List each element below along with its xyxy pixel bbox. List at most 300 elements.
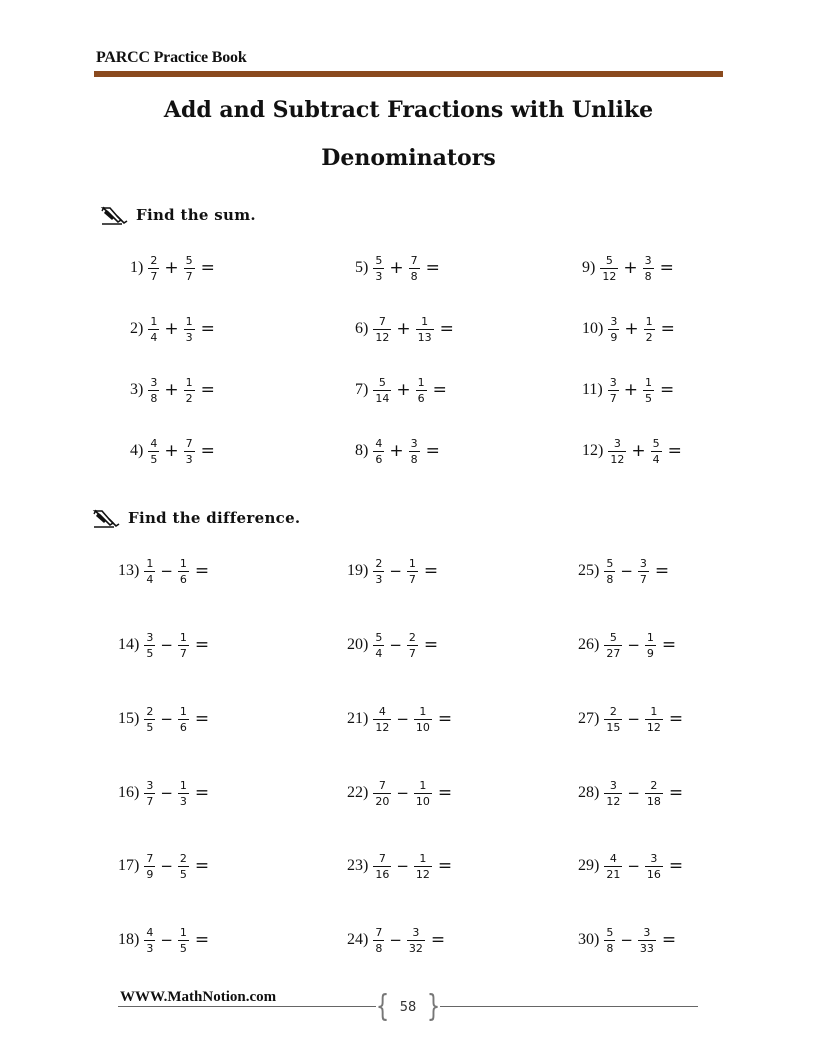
problem-number: 11) (582, 381, 603, 398)
fraction-bar (651, 451, 662, 452)
equals-sign: = (668, 856, 684, 876)
fraction-bar (178, 866, 189, 867)
equals-sign: = (425, 258, 440, 278)
fraction-bar (184, 329, 195, 330)
fraction-bar (148, 268, 159, 269)
denominator: 4 (375, 646, 383, 660)
denominator: 7 (408, 646, 416, 660)
equals-sign: = (439, 319, 454, 339)
fraction (604, 557, 615, 586)
fraction (604, 631, 622, 660)
problem-item (118, 551, 209, 591)
denominator: 5 (179, 867, 187, 881)
equals-sign: = (659, 380, 675, 400)
pencil-icon (92, 507, 120, 529)
fraction-bar (645, 866, 663, 867)
fraction (407, 631, 418, 660)
fraction-bar (608, 390, 619, 391)
problem-item (578, 699, 683, 739)
fraction-bar (409, 268, 420, 269)
problem-item (582, 370, 674, 410)
denominator: 10 (415, 794, 430, 808)
problem-number: 10) (582, 320, 604, 337)
equals-sign: = (430, 930, 446, 950)
equals-sign: = (660, 319, 675, 339)
minus-sign: − (389, 636, 402, 654)
problem-item (130, 431, 215, 471)
fraction (409, 254, 420, 283)
problem-number: 27) (578, 710, 600, 727)
numerator: 3 (410, 436, 418, 450)
numerator: 1 (179, 925, 187, 939)
fraction (407, 557, 418, 586)
fraction (608, 376, 619, 405)
problem-item (582, 248, 674, 288)
numerator: 1 (419, 704, 427, 718)
fraction (644, 315, 655, 344)
fraction (373, 557, 384, 586)
problem-number: 21) (347, 710, 369, 727)
problem-number: 4) (130, 442, 144, 459)
problem-item (578, 846, 683, 886)
denominator: 3 (179, 794, 187, 808)
fraction-bar (144, 793, 155, 794)
denominator: 6 (417, 391, 425, 405)
numerator: 3 (609, 375, 617, 389)
fraction (148, 315, 159, 344)
fraction-bar (144, 940, 155, 941)
plus-sign: + (164, 441, 179, 461)
fraction-bar (373, 719, 391, 720)
plus-sign: + (623, 258, 638, 278)
problem-item (355, 248, 440, 288)
numerator: 1 (646, 630, 654, 644)
numerator: 3 (650, 851, 658, 865)
numerator: 2 (408, 630, 416, 644)
denominator: 4 (146, 572, 154, 586)
fraction (416, 315, 434, 344)
denominator: 27 (606, 646, 621, 660)
numerator: 2 (650, 778, 658, 792)
plus-sign: + (389, 258, 404, 278)
fraction-bar (373, 329, 391, 330)
numerator: 2 (609, 704, 617, 718)
minus-sign: − (389, 931, 402, 949)
numerator: 4 (146, 925, 154, 939)
fraction (604, 926, 615, 955)
numerator: 3 (150, 375, 158, 389)
equals-sign: = (437, 709, 453, 729)
denominator: 7 (146, 794, 154, 808)
fraction (144, 779, 155, 808)
fraction-bar (178, 645, 189, 646)
equals-sign: = (437, 783, 453, 803)
fraction (184, 376, 195, 405)
numerator: 5 (375, 630, 383, 644)
plus-sign: + (164, 319, 179, 339)
denominator: 7 (408, 572, 416, 586)
problem-number: 20) (347, 636, 369, 653)
numerator: 5 (375, 253, 383, 267)
fraction (178, 557, 189, 586)
problem-item (578, 773, 683, 813)
denominator: 7 (185, 269, 193, 283)
denominator: 8 (410, 452, 418, 466)
fraction (608, 437, 626, 466)
fraction (148, 437, 159, 466)
fraction (373, 852, 391, 881)
problem-number: 24) (347, 931, 369, 948)
problem-number: 14) (118, 636, 140, 653)
fraction-bar (407, 645, 418, 646)
denominator: 8 (410, 269, 418, 283)
fraction-bar (178, 571, 189, 572)
fraction-bar (645, 719, 663, 720)
denominator: 8 (606, 572, 614, 586)
problem-number: 17) (118, 857, 140, 874)
fraction (144, 557, 155, 586)
fraction (409, 437, 420, 466)
fraction (373, 926, 384, 955)
denominator: 12 (606, 794, 621, 808)
fraction-bar (608, 451, 626, 452)
problem-item (578, 551, 669, 591)
numerator: 7 (375, 925, 383, 939)
problem-item (118, 773, 209, 813)
equals-sign: = (425, 441, 440, 461)
fraction-bar (604, 940, 615, 941)
denominator: 3 (146, 941, 154, 955)
minus-sign: − (160, 931, 173, 949)
plus-sign: + (389, 441, 404, 461)
equals-sign: = (432, 380, 447, 400)
minus-sign: − (627, 710, 640, 728)
problem-number: 12) (582, 442, 604, 459)
problem-item (130, 309, 215, 349)
fraction-bar (416, 390, 427, 391)
minus-sign: − (396, 857, 409, 875)
denominator: 9 (610, 330, 618, 344)
fraction (643, 254, 654, 283)
fraction (178, 779, 189, 808)
fraction-bar (373, 940, 384, 941)
numerator: 3 (610, 314, 618, 328)
fraction-bar (184, 268, 195, 269)
fraction-bar (373, 571, 384, 572)
problem-item (347, 699, 452, 739)
numerator: 7 (378, 851, 386, 865)
denominator: 3 (375, 572, 383, 586)
numerator: 1 (419, 778, 427, 792)
fraction-bar (604, 719, 622, 720)
minus-sign: − (160, 710, 173, 728)
pencil-icon (100, 204, 128, 226)
fraction (407, 926, 425, 955)
fraction (608, 315, 619, 344)
numerator: 1 (417, 375, 425, 389)
numerator: 2 (150, 253, 158, 267)
problem-item (118, 625, 209, 665)
denominator: 8 (150, 391, 158, 405)
problem-item (347, 920, 445, 960)
fraction (604, 852, 622, 881)
problem-item (355, 370, 447, 410)
minus-sign: − (620, 931, 633, 949)
problem-number: 28) (578, 784, 600, 801)
equals-sign: = (423, 635, 439, 655)
numerator: 1 (179, 556, 187, 570)
numerator: 5 (605, 253, 613, 267)
denominator: 6 (179, 720, 187, 734)
fraction-bar (407, 940, 425, 941)
denominator: 8 (644, 269, 652, 283)
fraction-bar (604, 645, 622, 646)
denominator: 18 (646, 794, 661, 808)
numerator: 7 (185, 436, 193, 450)
fraction-bar (148, 390, 159, 391)
plus-sign: + (396, 319, 411, 339)
fraction (373, 254, 384, 283)
fraction-bar (144, 571, 155, 572)
problem-item (130, 248, 215, 288)
denominator: 12 (375, 720, 390, 734)
fraction (638, 926, 656, 955)
section-heading-sum (100, 204, 256, 226)
fraction-bar (414, 793, 432, 794)
section-heading-text: Find the sum. (136, 206, 256, 224)
denominator: 3 (185, 330, 193, 344)
numerator: 1 (644, 375, 652, 389)
numerator: 1 (419, 851, 427, 865)
header-rule (94, 71, 723, 77)
minus-sign: − (160, 857, 173, 875)
numerator: 3 (613, 436, 621, 450)
numerator: 5 (606, 925, 614, 939)
problem-number: 13) (118, 562, 140, 579)
numerator: 1 (179, 630, 187, 644)
fraction-bar (373, 645, 384, 646)
page-number: 58 (399, 999, 417, 1015)
problem-number: 6) (355, 320, 369, 337)
fraction-bar (148, 451, 159, 452)
fraction-bar (638, 571, 649, 572)
denominator: 8 (375, 941, 383, 955)
equals-sign: = (667, 441, 682, 461)
problem-item (582, 431, 682, 471)
problem-item (347, 625, 438, 665)
fraction (178, 852, 189, 881)
fraction-bar (645, 645, 656, 646)
problem-item (118, 699, 209, 739)
denominator: 13 (417, 330, 432, 344)
denominator: 7 (639, 572, 647, 586)
fraction (414, 705, 432, 734)
numerator: 3 (643, 925, 651, 939)
numerator: 7 (378, 314, 386, 328)
denominator: 4 (150, 330, 158, 344)
plus-sign: + (396, 380, 411, 400)
denominator: 2 (185, 391, 193, 405)
numerator: 1 (146, 556, 154, 570)
denominator: 12 (602, 269, 617, 283)
problem-number: 2) (130, 320, 144, 337)
problem-number: 22) (347, 784, 369, 801)
problem-item (578, 920, 676, 960)
denominator: 5 (179, 941, 187, 955)
fraction (373, 315, 391, 344)
fraction (148, 254, 159, 283)
problem-item (118, 846, 209, 886)
numerator: 5 (606, 556, 614, 570)
fraction (373, 705, 391, 734)
problem-item (355, 309, 454, 349)
fraction-bar (373, 866, 391, 867)
minus-sign: − (627, 636, 640, 654)
denominator: 16 (646, 867, 661, 881)
fraction-bar (638, 940, 656, 941)
problem-item (130, 370, 215, 410)
fraction (373, 376, 391, 405)
equals-sign: = (200, 319, 215, 339)
numerator: 1 (185, 375, 193, 389)
denominator: 33 (639, 941, 654, 955)
plus-sign: + (164, 380, 179, 400)
numerator: 1 (150, 314, 158, 328)
fraction (373, 631, 384, 660)
problem-item (582, 309, 675, 349)
problem-number: 25) (578, 562, 600, 579)
denominator: 5 (146, 720, 154, 734)
fraction-bar (414, 866, 432, 867)
numerator: 3 (609, 778, 617, 792)
numerator: 7 (378, 778, 386, 792)
equals-sign: = (661, 930, 677, 950)
fraction (144, 705, 155, 734)
fraction-bar (148, 329, 159, 330)
right-brace: } (427, 989, 441, 1024)
minus-sign: − (160, 636, 173, 654)
minus-sign: − (627, 857, 640, 875)
equals-sign: = (194, 856, 210, 876)
numerator: 3 (412, 925, 420, 939)
numerator: 3 (644, 253, 652, 267)
denominator: 12 (610, 452, 625, 466)
equals-sign: = (200, 258, 215, 278)
fraction (178, 631, 189, 660)
problem-item (347, 846, 452, 886)
fraction (645, 631, 656, 660)
fraction-bar (178, 793, 189, 794)
problem-number: 16) (118, 784, 140, 801)
denominator: 9 (146, 867, 154, 881)
minus-sign: − (160, 562, 173, 580)
plus-sign: + (623, 380, 638, 400)
fraction (184, 254, 195, 283)
section-heading-text: Find the difference. (128, 509, 301, 527)
denominator: 21 (606, 867, 621, 881)
fraction (416, 376, 427, 405)
footer-website: WWW.MathNotion.com (120, 989, 277, 1005)
fraction (638, 557, 649, 586)
problem-number: 1) (130, 259, 144, 276)
equals-sign: = (194, 709, 210, 729)
problem-item (347, 773, 452, 813)
numerator: 1 (179, 778, 187, 792)
numerator: 4 (609, 851, 617, 865)
problem-number: 9) (582, 259, 596, 276)
fraction (645, 779, 663, 808)
numerator: 1 (650, 704, 658, 718)
equals-sign: = (200, 441, 215, 461)
denominator: 5 (146, 646, 154, 660)
fraction (645, 705, 663, 734)
numerator: 5 (378, 375, 386, 389)
denominator: 3 (375, 269, 383, 283)
denominator: 6 (375, 452, 383, 466)
fraction-bar (373, 793, 391, 794)
numerator: 1 (185, 314, 193, 328)
plus-sign: + (164, 258, 179, 278)
problem-number: 15) (118, 710, 140, 727)
fraction (604, 705, 622, 734)
denominator: 20 (375, 794, 390, 808)
fraction-bar (604, 866, 622, 867)
fraction-bar (416, 329, 434, 330)
fraction-bar (178, 940, 189, 941)
denominator: 8 (606, 941, 614, 955)
numerator: 4 (150, 436, 158, 450)
denominator: 7 (150, 269, 158, 283)
left-brace: { (375, 989, 389, 1024)
numerator: 4 (378, 704, 386, 718)
numerator: 1 (179, 704, 187, 718)
page-title-line-1: Add and Subtract Fractions with Unlike (163, 97, 654, 123)
fraction (178, 705, 189, 734)
equals-sign: = (668, 783, 684, 803)
numerator: 2 (179, 851, 187, 865)
equals-sign: = (654, 561, 670, 581)
problem-number: 19) (347, 562, 369, 579)
numerator: 5 (185, 253, 193, 267)
fraction-bar (643, 390, 654, 391)
problem-number: 7) (355, 381, 369, 398)
denominator: 6 (179, 572, 187, 586)
equals-sign: = (423, 561, 439, 581)
fraction-bar (373, 390, 391, 391)
fraction-bar (184, 390, 195, 391)
fraction-bar (373, 268, 384, 269)
fraction (373, 779, 391, 808)
denominator: 12 (375, 330, 390, 344)
equals-sign: = (194, 561, 210, 581)
plus-sign: + (631, 441, 646, 461)
numerator: 3 (639, 556, 647, 570)
numerator: 1 (408, 556, 416, 570)
denominator: 5 (150, 452, 158, 466)
fraction (604, 779, 622, 808)
problem-number: 18) (118, 931, 140, 948)
fraction-bar (643, 268, 654, 269)
page-title-line-2: Denominators (321, 145, 496, 171)
fraction-bar (608, 329, 619, 330)
plus-sign: + (624, 319, 639, 339)
denominator: 10 (415, 720, 430, 734)
equals-sign: = (661, 635, 677, 655)
problem-item (347, 551, 438, 591)
fraction-bar (144, 866, 155, 867)
numerator: 1 (421, 314, 429, 328)
fraction-bar (373, 451, 384, 452)
